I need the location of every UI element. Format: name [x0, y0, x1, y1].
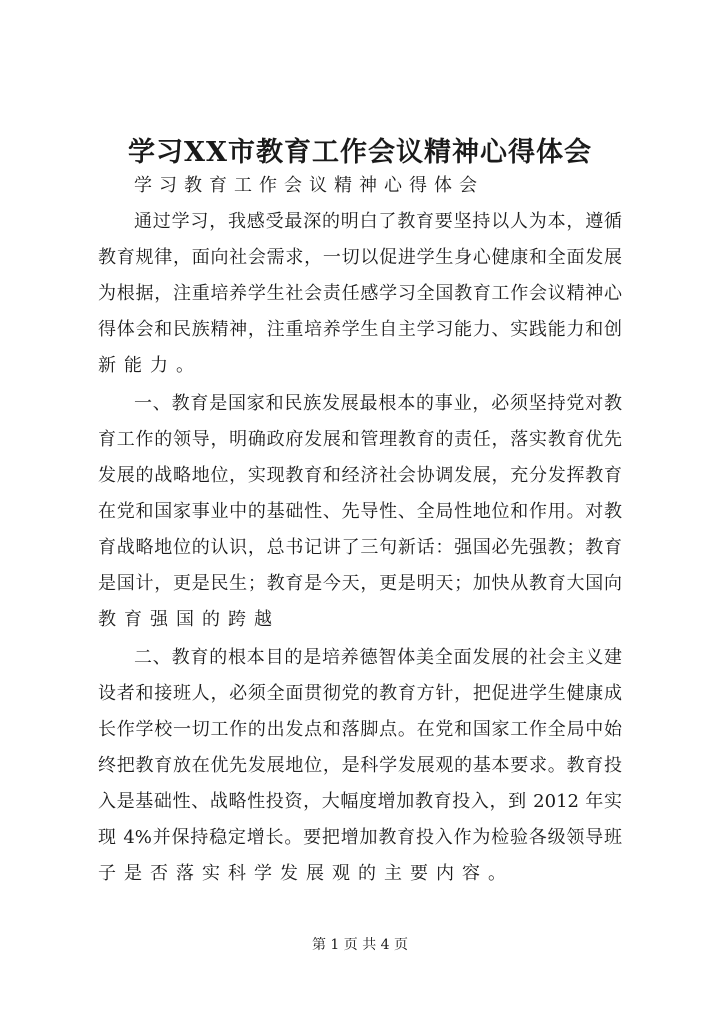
paragraph: [98, 386, 622, 638]
paragraph-line: 是国计，更是民生；教育是今天，更是明天；加快从教育大国向: [98, 573, 622, 594]
paragraph-line: 教育强国的跨越: [98, 609, 280, 630]
document-title: 学习XX市教育工作会议精神心得体会: [128, 137, 592, 168]
paragraph-line: 为根据，注重培养学生社会责任感学习全国教育工作会议精神心: [98, 283, 622, 304]
paragraph-line: 现 4%并保持稳定增长。要把增加教育投入作为检验各级领导班: [98, 827, 622, 848]
paragraph-line: 在党和国家事业中的基础性、先导性、全局性地位和作用。对教: [98, 501, 622, 522]
paragraph-line: 育战略地位的认识，总书记讲了三句新话：强国必先强教；教育: [98, 537, 622, 558]
paragraph-line: 入是基础性、战略性投资，大幅度增加教育投入，到 2012 年实: [98, 791, 622, 812]
paragraph-line: 终把教育放在优先发展地位，是科学发展观的基本要求。教育投: [98, 755, 622, 776]
paragraph-line: 发展的战略地位，实现教育和经济社会协调发展，充分发挥教育: [98, 465, 622, 486]
paragraph-line: 新能力。: [98, 355, 202, 376]
paragraph-line: 设者和接班人，必须全面贯彻党的教育方针，把促进学生健康成: [98, 683, 622, 704]
page-footer: 第 1 页 共 4 页: [311, 937, 409, 953]
paragraph-line: 子是否落实科学发展观的主要内容。: [98, 863, 514, 884]
paragraph-line: 通过学习，我感受最深的明白了教育要坚持以人为本，遵循: [134, 211, 622, 232]
paragraph-line: 得体会和民族精神，注重培养学生自主学习能力、实践能力和创: [98, 319, 622, 340]
paragraph: [98, 204, 622, 384]
paragraph-line: 教育规律，面向社会需求，一切以促进学生身心健康和全面发展: [98, 247, 622, 268]
document-body: [98, 168, 622, 894]
paragraph-line: 二、教育的根本目的是培养德智体美全面发展的社会主义建: [134, 647, 622, 668]
paragraph: [98, 640, 622, 892]
paragraph-line: 育工作的领导，明确政府发展和管理教育的责任，落实教育优先: [98, 429, 622, 450]
paragraph-line: 一、教育是国家和民族发展最根本的事业，必须坚持党对教: [134, 393, 622, 414]
paragraph-line: 长作学校一切工作的出发点和落脚点。在党和国家工作全局中始: [98, 719, 622, 740]
subtitle: 学习教育工作会议精神心得体会: [134, 175, 484, 196]
paragraph-gap: [98, 892, 622, 894]
